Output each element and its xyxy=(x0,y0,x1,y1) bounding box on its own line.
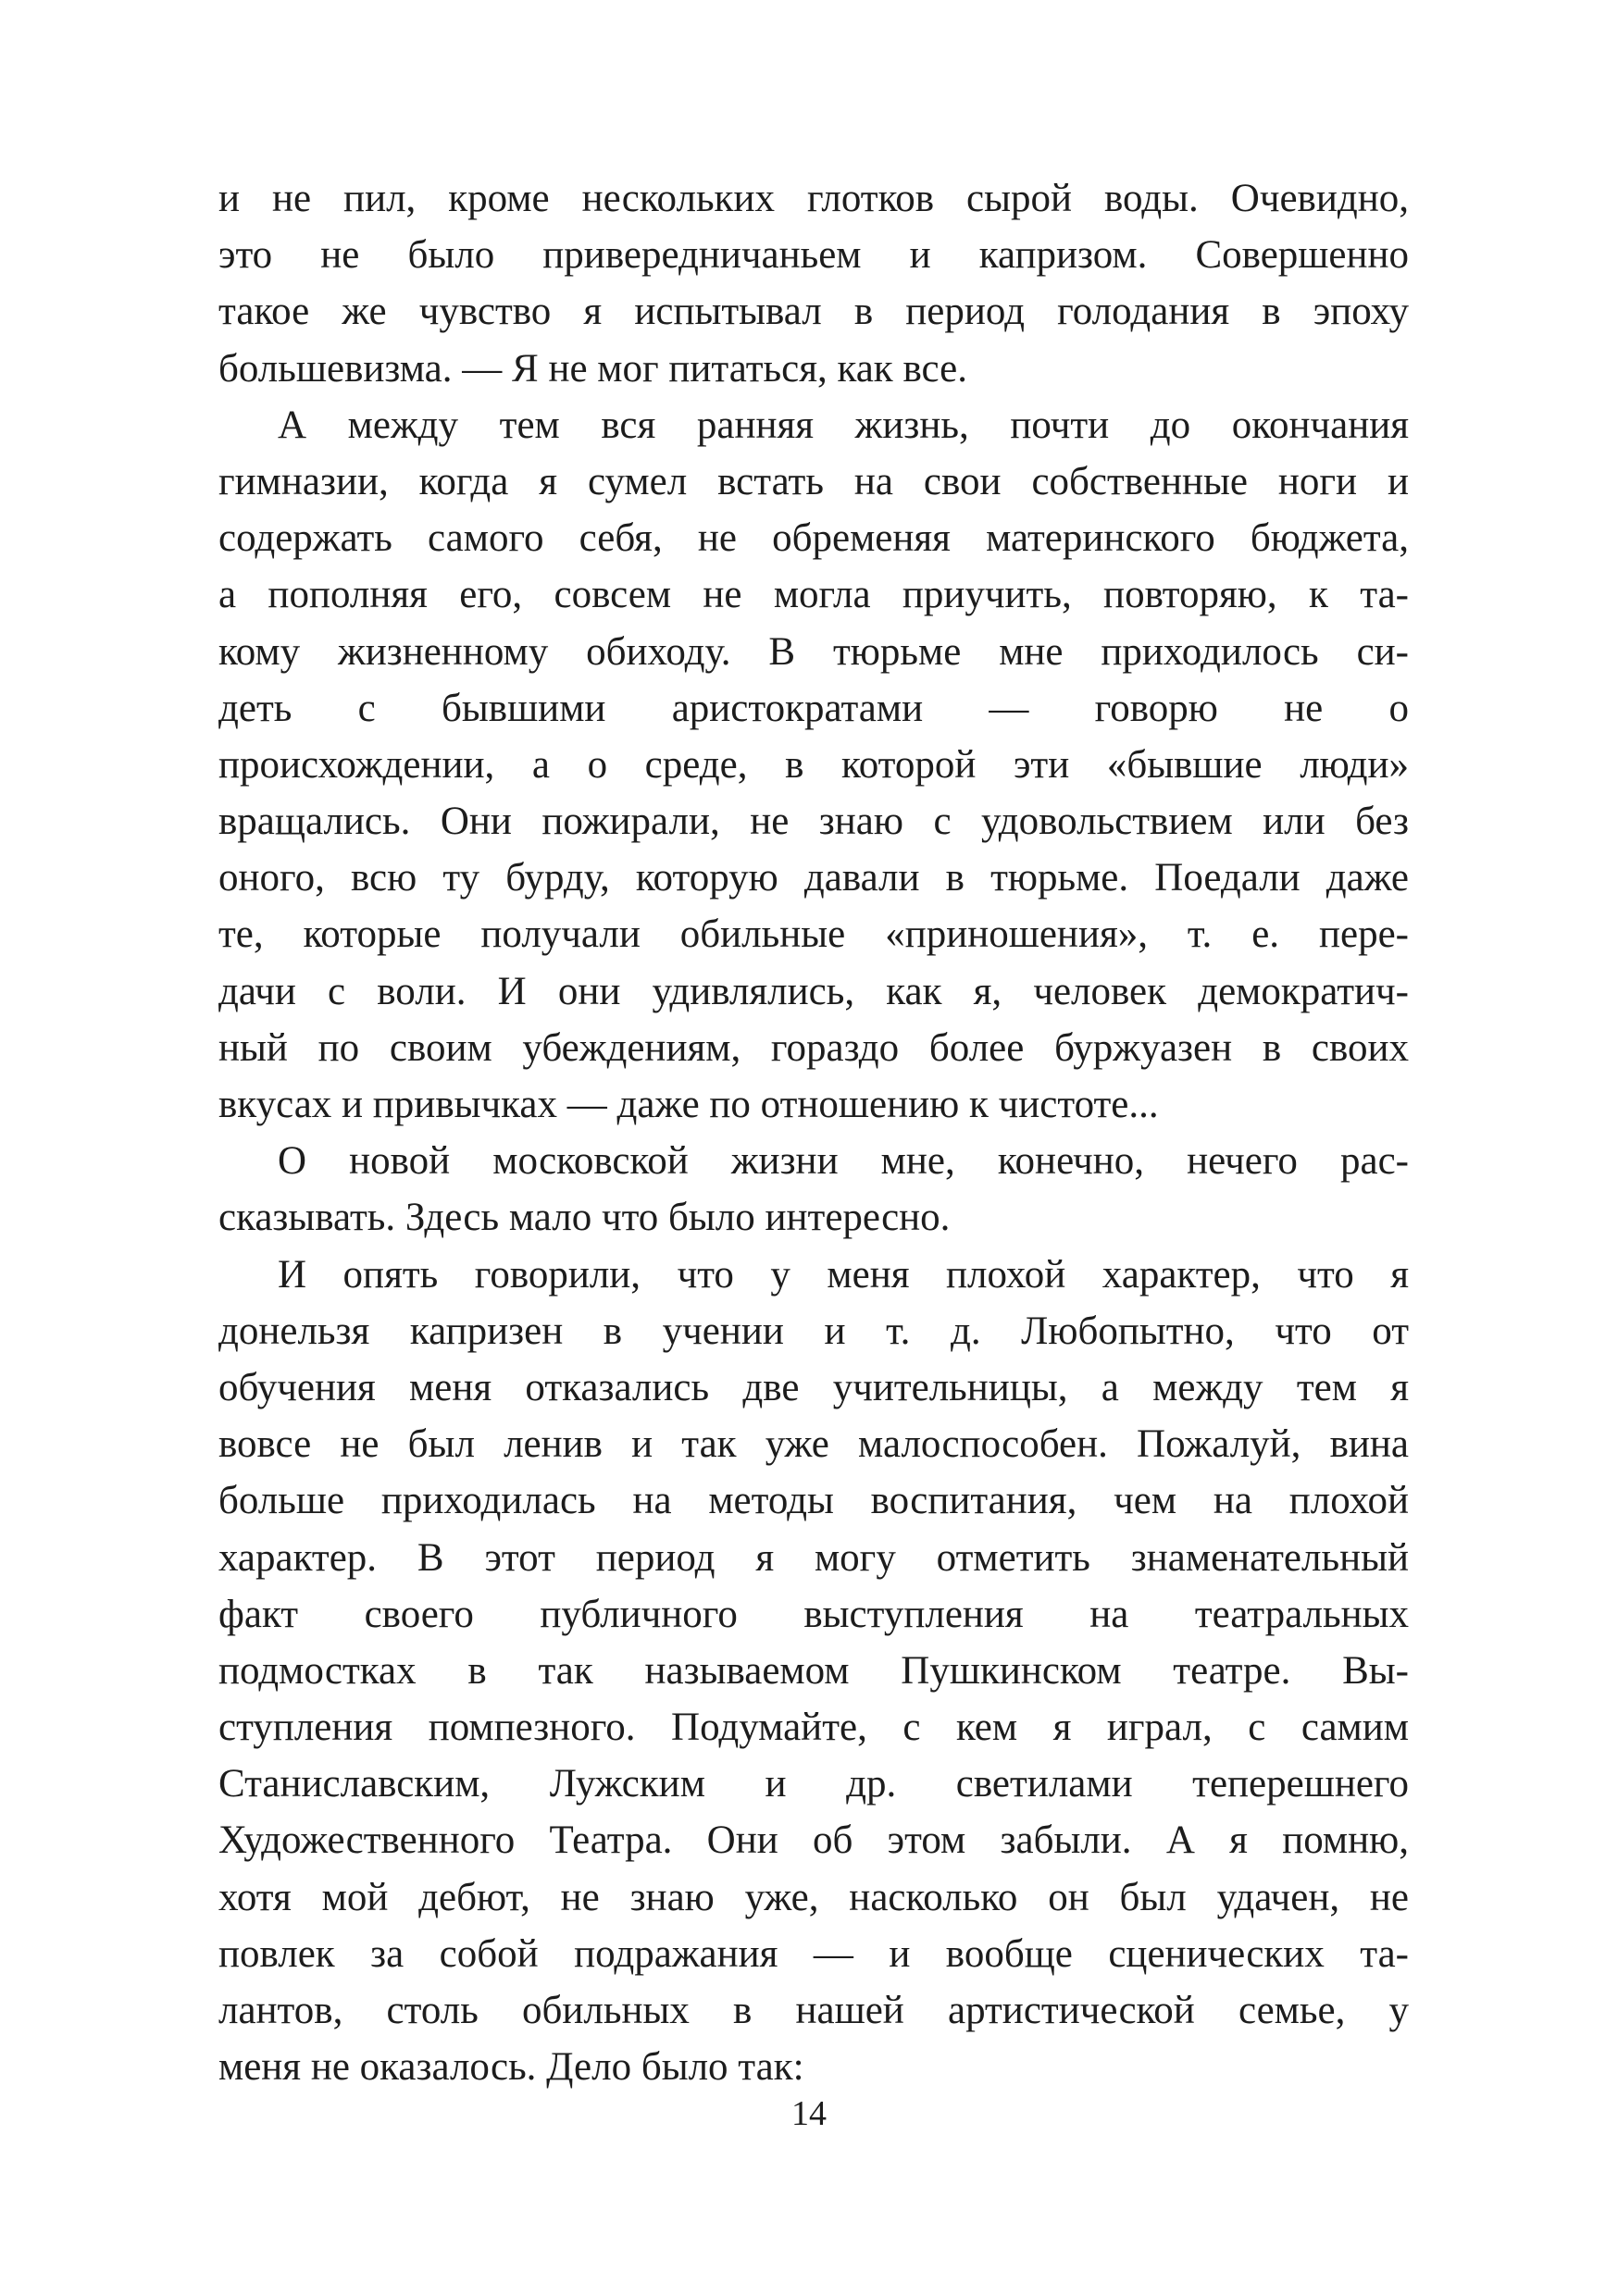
text-line: дачи с воли. И они удивлялись, как я, человек демократич- xyxy=(218,969,1409,1013)
text-line: меня не оказалось. Дело было так: xyxy=(218,2045,804,2090)
text-line: такое же чувство я испытывал в период голодания в эпоху xyxy=(218,290,1409,334)
text-line: оного, всю ту бурду, которую давали в тюрьме. Поедали даже xyxy=(218,856,1409,900)
paragraph-first-line: И опять говорили, что у меня плохой характер, что я xyxy=(278,1252,1409,1297)
text-line: деть с бывшими аристократами — говорю не о xyxy=(218,686,1409,730)
text-line: хотя мой дебют, не знаю уже, насколько он был удачен, не xyxy=(218,1875,1409,1919)
text-line: повлек за собой подражания — и вообще сценических та- xyxy=(218,1931,1409,1976)
text-line: Станиславским, Лужским и др. светилами теперешнего xyxy=(218,1762,1409,1806)
text-line: характер. В этот период я могу отметить знаменательный xyxy=(218,1535,1409,1580)
text-line: больше приходилась на методы воспитания, чем на плохой xyxy=(218,1479,1409,1523)
text-line: донельзя капризен в учении и т. д. Любопытно, что от xyxy=(218,1309,1409,1353)
text-line: лантов, столь обильных в нашей артистической семье, у xyxy=(218,1989,1409,2032)
text-line: ступления помпезного. Подумайте, с кем я играл, с самим xyxy=(218,1706,1409,1750)
body-text xyxy=(218,170,1409,2095)
text-line: сказывать. Здесь мало что было интересно. xyxy=(218,1196,951,1240)
text-line: это не было привередничаньем и капризом. Совершенно xyxy=(218,233,1409,278)
text-line: подмостках в так называемом Пушкинском театре. Вы- xyxy=(218,1648,1409,1693)
text-line: происхождении, а о среде, в которой эти «бывшие люди» xyxy=(218,742,1409,787)
text-line: обучения меня отказались две учительницы, а между тем я xyxy=(218,1365,1409,1409)
paragraph-first-line: О новой московской жизни мне, конечно, нечего рас- xyxy=(278,1139,1409,1184)
text-line: те, которые получали обильные «приношения», т. е. пере- xyxy=(218,912,1409,957)
text-line: ный по своим убеждениям, гораздо более буржуазен в своих xyxy=(218,1025,1409,1070)
paragraph-first-line: А между тем вся ранняя жизнь, почти до окончания xyxy=(278,403,1409,447)
text-line: содержать самого себя, не обременяя материнского бюджета, xyxy=(218,516,1409,561)
text-line: большевизма. — Я не мог питаться, как все. xyxy=(218,346,967,391)
text-line: гимназии, когда я сумел встать на свои собственные ноги и xyxy=(218,459,1409,503)
text-line: кому жизненному обиходу. В тюрьме мне приходилось си- xyxy=(218,629,1409,674)
text-line: вкусах и привычках — даже по отношению к чистоте... xyxy=(218,1083,1159,1126)
text-line: факт своего публичного выступления на театральных xyxy=(218,1592,1409,1636)
text-line: вовсе не был ленив и так уже малоспособен. Пожалуй, вина xyxy=(218,1422,1409,1467)
text-line: а пополняя его, совсем не могла приучить, повторяю, к та- xyxy=(218,573,1409,617)
text-line: Художественного Театра. Они об этом забыли. А я помню, xyxy=(218,1818,1409,1863)
text-line: и не пил, кроме нескольких глотков сырой воды. Очевидно, xyxy=(218,177,1409,220)
page-number: 14 xyxy=(791,2094,827,2133)
text-line: вращались. Они пожирали, не знаю с удовольствием или без xyxy=(218,800,1409,844)
